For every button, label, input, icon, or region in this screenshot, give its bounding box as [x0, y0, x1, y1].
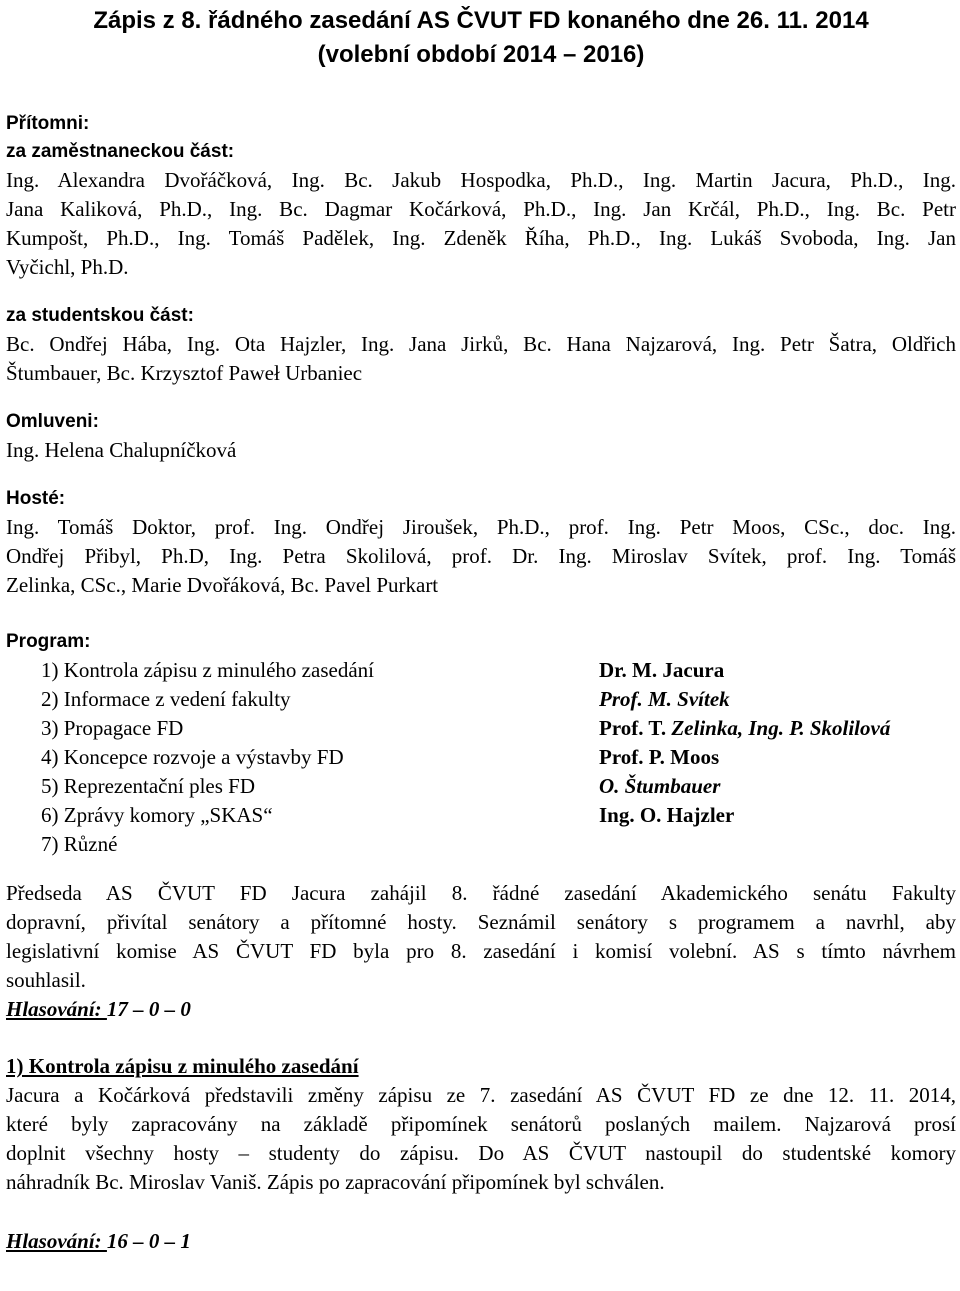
program-item: 6) Zprávy komory „SKAS“: [41, 803, 273, 827]
opening-paragraph: [6, 879, 956, 995]
presenter-part: Zelinka, Ing. P. Skolilová: [671, 716, 891, 740]
staff-line: Vyčichl, Ph.D.: [6, 255, 129, 279]
paragraph-line: náhradník Bc. Miroslav Vaniš. Zápis po zapracování připomínek byl schválen.: [6, 1170, 665, 1194]
presenter-part: Prof. T.: [599, 716, 672, 740]
section1-paragraph: [6, 1081, 956, 1197]
program-item: 5) Reprezentační ples FD: [41, 774, 256, 798]
student-line: Bc. Ondřej Hába, Ing. Ota Hajzler, Ing. Jana Jirků, Bc. Hana Najzarová, Ing. Petr Šatra, Oldřich: [6, 332, 956, 356]
program-heading: Program:: [6, 631, 91, 652]
document-page: [6, 0, 956, 1256]
paragraph-line: které byly zapracovány na základě připomínek senátorů poslaných mailem. Najzarová prosí: [6, 1112, 956, 1136]
student-list: [6, 330, 956, 388]
program-presenter: O. Štumbauer: [599, 774, 721, 798]
paragraph-line: souhlasil.: [6, 968, 86, 992]
title-line-1: Zápis z 8. řádného zasedání AS ČVUT FD konaného dne 26. 11. 2014: [93, 7, 869, 34]
document-title: [6, 4, 956, 72]
guests-line: Ondřej Přibyl, Ph.D, Ing. Petra Skolilová, prof. Dr. Ing. Miroslav Svítek, prof. Ing. Tomáš: [6, 544, 956, 568]
guests-line: Ing. Tomáš Doktor, prof. Ing. Ondřej Jiroušek, Ph.D., prof. Ing. Petr Moos, CSc., doc. Ing.: [6, 515, 956, 539]
paragraph-line: Jacura a Kočárková představili změny zápisu ze 7. zasedání AS ČVUT FD ze dne 12. 11. 2014,: [6, 1083, 956, 1107]
guests-line: Zelinka, CSc., Marie Dvořáková, Bc. Pavel Purkart: [6, 573, 439, 597]
present-heading: Přítomni:: [6, 113, 90, 134]
vote-value: 16 – 0 – 1: [106, 1229, 191, 1253]
title-line-2: (volební období 2014 – 2016): [317, 41, 645, 68]
program-presenter: Prof. M. Svítek: [599, 687, 730, 711]
vote-value: 17 – 0 – 0: [106, 997, 191, 1021]
staff-line: Kumpošt, Ph.D., Ing. Tomáš Padělek, Ing. Zdeněk Říha, Ph.D., Ing. Lukáš Svoboda, Ing. Jan: [6, 226, 956, 250]
program-presenter: Prof. P. Moos: [599, 745, 720, 769]
vote-label: Hlasování:: [6, 1229, 107, 1253]
vote-result: [6, 1227, 956, 1256]
program-item: 4) Koncepce rozvoje a výstavby FD: [41, 745, 344, 769]
vote-label: Hlasování:: [6, 997, 107, 1021]
staff-subheading: za zaměstnaneckou část:: [6, 141, 235, 162]
program-list: [6, 656, 956, 859]
excused-line: Ing. Helena Chalupníčková: [6, 438, 237, 462]
program-presenter: [599, 714, 890, 743]
paragraph-line: dopravní, přivítal senátory a přítomné hosty. Seznámil senátory s programem a navrhl, aby: [6, 910, 956, 934]
paragraph-line: Předseda AS ČVUT FD Jacura zahájil 8. řádné zasedání Akademického senátu Fakulty: [6, 881, 956, 905]
program-item: 2) Informace z vedení fakulty: [41, 687, 291, 711]
staff-line: Jana Kaliková, Ph.D., Ing. Bc. Dagmar Kočárková, Ph.D., Ing. Jan Krčál, Ph.D., Ing. Bc. Petr: [6, 197, 956, 221]
paragraph-line: legislativní komise AS ČVUT FD byla pro 8. zasedání i komisí volební. AS s tímto návrhem: [6, 939, 956, 963]
program-item: 7) Různé: [41, 832, 118, 856]
program-item: 1) Kontrola zápisu z minulého zasedání: [41, 658, 374, 682]
excused-heading: Omluveni:: [6, 411, 99, 432]
student-line: Štumbauer, Bc. Krzysztof Paweł Urbaniec: [6, 361, 363, 385]
guests-list: [6, 513, 956, 600]
paragraph-line: doplnit všechny hosty – studenty do zápisu. Do AS ČVUT nastoupil do studentské komory: [6, 1141, 956, 1165]
vote-result: [6, 995, 956, 1024]
guests-heading: Hosté:: [6, 488, 66, 509]
staff-line: Ing. Alexandra Dvořáčková, Ing. Bc. Jakub Hospodka, Ph.D., Ing. Martin Jacura, Ph.D., Ing.: [6, 168, 956, 192]
student-subheading: za studentskou část:: [6, 305, 194, 326]
program-presenter: Dr. M. Jacura: [599, 658, 725, 682]
staff-list: [6, 166, 956, 282]
section-heading: 1) Kontrola zápisu z minulého zasedání: [6, 1054, 359, 1078]
program-presenter: Ing. O. Hajzler: [599, 803, 735, 827]
program-item: 3) Propagace FD: [41, 716, 184, 740]
